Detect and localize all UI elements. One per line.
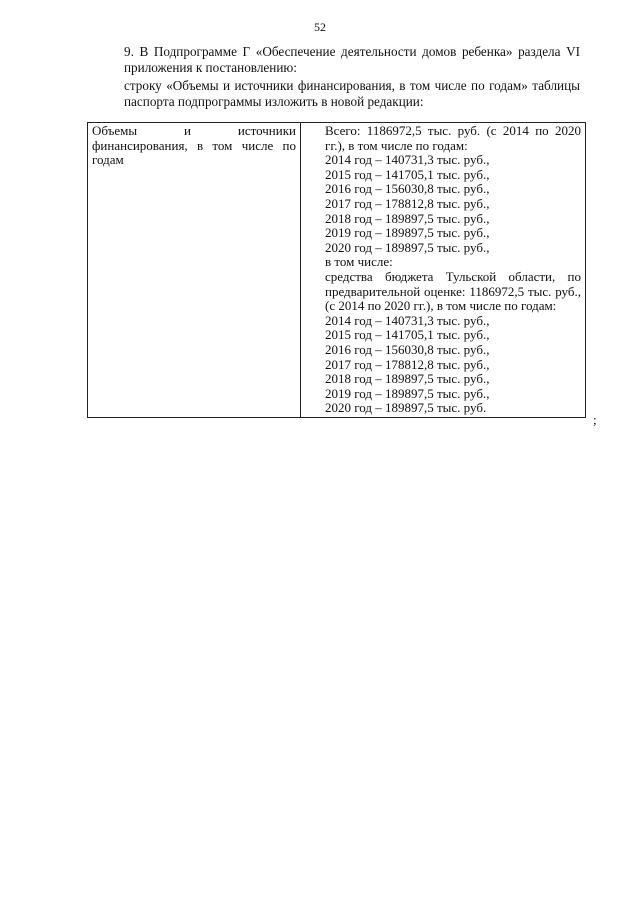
year-line: 2014 год – 140731,3 тыс. руб., [325, 152, 490, 168]
intro-paragraph-1 [88, 44, 580, 76]
year-line: 2015 год – 141705,1 тыс. руб., [325, 327, 490, 343]
year-line: 2016 год – 156030,8 тыс. руб., [325, 181, 490, 197]
including-label: в том числе: [325, 254, 393, 270]
year-line: 2019 год – 189897,5 тыс. руб., [325, 385, 490, 401]
intro-paragraph-2 [88, 78, 580, 110]
row-label-cell: Объемы и источники финансирования, в том числе по годам [88, 123, 301, 418]
intro-text-1: 9. В Подпрограмме Г «Обеспечение деятельности домов ребенка» раздела VI приложения к постановлению: [124, 44, 580, 75]
passport-table [87, 122, 586, 418]
page-number: 52 [314, 20, 326, 34]
total-text: Всего: 1186972,5 тыс. руб. (с 2014 по 2020 гг.), в том числе по годам: [325, 123, 581, 153]
year-line: 2020 год – 189897,5 тыс. руб., [325, 239, 490, 255]
budget-text: средства бюджета Тульской области, по предварительной оценке: 1186972,5 тыс. руб., (с 2014 по 2020 гг.), в том числе по годам: [325, 268, 581, 314]
trailing-semicolon: ; [593, 412, 597, 427]
table-row [88, 123, 586, 418]
year-line: 2016 год – 156030,8 тыс. руб., [325, 341, 490, 357]
year-line: 2017 год – 178812,8 тыс. руб., [325, 356, 490, 372]
year-line: 2018 год – 189897,5 тыс. руб., [325, 371, 490, 387]
year-line: 2014 год – 140731,3 тыс. руб., [325, 312, 490, 328]
year-line: 2020 год – 189897,5 тыс. руб. [325, 400, 487, 416]
financing-cell [301, 123, 586, 418]
year-line: 2019 год – 189897,5 тыс. руб., [325, 225, 490, 241]
intro-text-2: строку «Объемы и источники финансирования, в том числе по годам» таблицы паспорта подпрограммы изложить в новой редакции: [124, 78, 580, 109]
year-line: 2017 год – 178812,8 тыс. руб., [325, 195, 490, 211]
year-line: 2018 год – 189897,5 тыс. руб., [325, 210, 490, 226]
year-line: 2015 год – 141705,1 тыс. руб., [325, 166, 490, 182]
